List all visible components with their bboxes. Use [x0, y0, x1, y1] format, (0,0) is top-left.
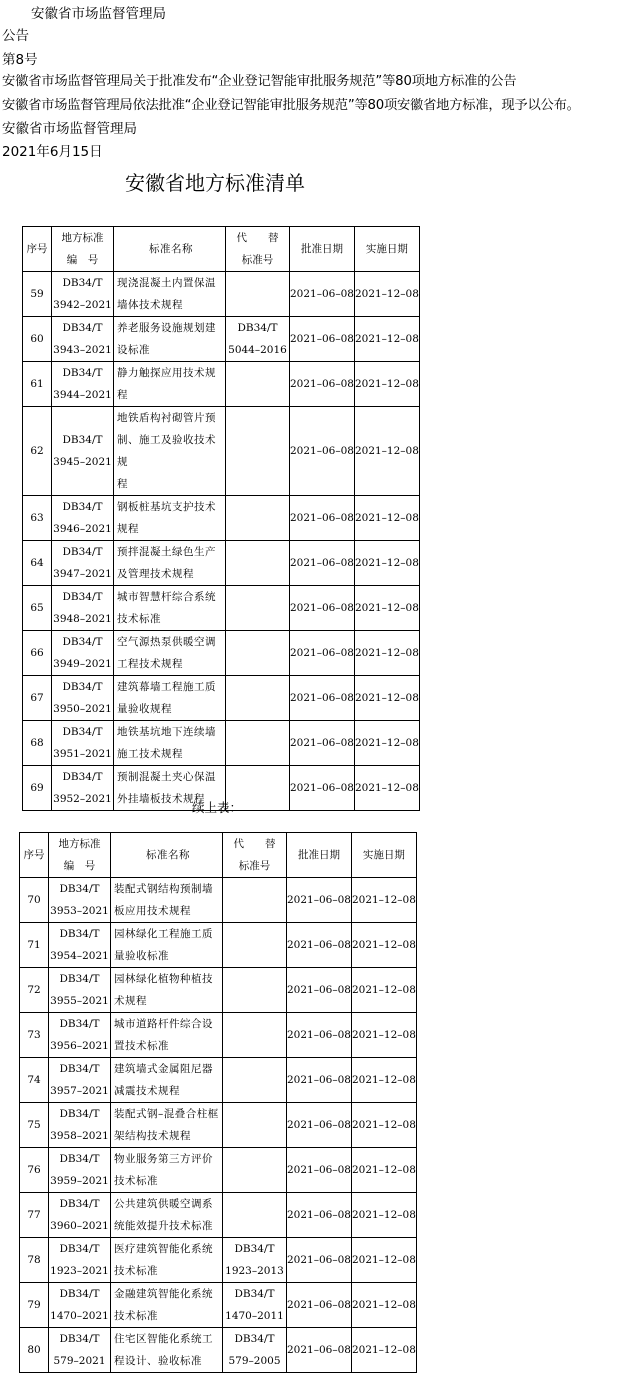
- seq-cell: 64: [23, 541, 52, 586]
- header-row: [23, 227, 420, 272]
- approve-date-cell: 2021–06–08: [290, 631, 355, 676]
- replaced-code-cell: [223, 878, 287, 923]
- standard-code-cell: DB34/T 3957–2021: [49, 1058, 111, 1103]
- approve-date-cell: 2021–06–08: [290, 362, 355, 407]
- standard-name-cell: 装配式钢结构预制墙 板应用技术规程: [111, 878, 223, 923]
- standard-name-cell: 养老服务设施规划建 设标准: [114, 317, 226, 362]
- seq-cell: 69: [23, 766, 52, 811]
- replaced-code-cell: [226, 407, 290, 496]
- approve-date-cell: 2021–06–08: [287, 1238, 352, 1283]
- col-header-code: 地方标准 编 号: [52, 227, 114, 272]
- table-row: [20, 1148, 417, 1193]
- seq-cell: 77: [20, 1193, 49, 1238]
- seq-cell: 80: [20, 1328, 49, 1373]
- standard-code-cell: DB34/T 3944–2021: [52, 362, 114, 407]
- standard-code-cell: DB34/T 3951–2021: [52, 721, 114, 766]
- standard-name-cell: 建筑幕墙工程施工质 量验收规程: [114, 676, 226, 721]
- approve-date-cell: 2021–06–08: [287, 878, 352, 923]
- seq-cell: 60: [23, 317, 52, 362]
- implement-date-cell: 2021–12–08: [354, 496, 419, 541]
- standard-name-cell: 空气源热泵供暖空调 工程技术规程: [114, 631, 226, 676]
- seq-cell: 75: [20, 1103, 49, 1148]
- approve-date-cell: 2021–06–08: [290, 766, 355, 811]
- standard-code-cell: DB34/T 3949–2021: [52, 631, 114, 676]
- approve-date-cell: 2021–06–08: [287, 1283, 352, 1328]
- table-row: [23, 676, 420, 721]
- table-body: [23, 227, 420, 811]
- seq-cell: 74: [20, 1058, 49, 1103]
- standard-name-cell: 预拌混凝土绿色生产 及管理技术规程: [114, 541, 226, 586]
- approve-date-cell: 2021–06–08: [287, 1193, 352, 1238]
- replaced-code-cell: [226, 676, 290, 721]
- signature: 安徽省市场监督管理局: [2, 121, 137, 137]
- standard-name-cell: 医疗建筑智能化系统 技术标准: [111, 1238, 223, 1283]
- col-header-implement: 实施日期: [354, 227, 419, 272]
- replaced-code-cell: DB34/T 1470–2011: [223, 1283, 287, 1328]
- replaced-code-cell: [223, 1013, 287, 1058]
- approve-date-cell: 2021–06–08: [287, 923, 352, 968]
- implement-date-cell: 2021–12–08: [354, 631, 419, 676]
- col-header-code: 地方标准 编 号: [49, 833, 111, 878]
- table-row: [20, 1058, 417, 1103]
- replaced-code-cell: [223, 1103, 287, 1148]
- implement-date-cell: 2021–12–08: [351, 1013, 416, 1058]
- approve-date-cell: 2021–06–08: [287, 968, 352, 1013]
- replaced-code-cell: DB34/T 1923–2013: [223, 1238, 287, 1283]
- col-header-approve: 批准日期: [290, 227, 355, 272]
- agency-header: 安徽省市场监督管理局: [31, 6, 166, 22]
- table-row: [20, 1193, 417, 1238]
- implement-date-cell: 2021–12–08: [354, 721, 419, 766]
- table-row: [20, 1103, 417, 1148]
- approve-date-cell: 2021–06–08: [287, 1103, 352, 1148]
- list-title: 安徽省地方标准清单: [125, 171, 305, 195]
- table-row: [23, 541, 420, 586]
- standard-code-cell: DB34/T 1470–2021: [49, 1283, 111, 1328]
- implement-date-cell: 2021–12–08: [351, 1238, 416, 1283]
- table-row: [20, 968, 417, 1013]
- table-row: [23, 272, 420, 317]
- standard-code-cell: DB34/T 3953–2021: [49, 878, 111, 923]
- seq-cell: 72: [20, 968, 49, 1013]
- col-header-replaced: 代 替 标准号: [223, 833, 287, 878]
- standard-code-cell: DB34/T 3948–2021: [52, 586, 114, 631]
- replaced-code-cell: [226, 272, 290, 317]
- implement-date-cell: 2021–12–08: [354, 317, 419, 362]
- implement-date-cell: 2021–12–08: [351, 1058, 416, 1103]
- approve-date-cell: 2021–06–08: [287, 1013, 352, 1058]
- standard-code-cell: DB34/T 3954–2021: [49, 923, 111, 968]
- header-row: [20, 833, 417, 878]
- standard-name-cell: 地铁基坑地下连续墙 施工技术规程: [114, 721, 226, 766]
- standard-name-cell: 地铁盾构衬砌管片预 制、施工及验收技术规 程: [114, 407, 226, 496]
- table-row: [20, 878, 417, 923]
- seq-cell: 79: [20, 1283, 49, 1328]
- standard-code-cell: DB34/T 3952–2021: [52, 766, 114, 811]
- implement-date-cell: 2021–12–08: [351, 1283, 416, 1328]
- implement-date-cell: 2021–12–08: [351, 968, 416, 1013]
- seq-cell: 71: [20, 923, 49, 968]
- implement-date-cell: 2021–12–08: [351, 878, 416, 923]
- standard-code-cell: DB34/T 3959–2021: [49, 1148, 111, 1193]
- col-header-name: 标准名称: [111, 833, 223, 878]
- standard-name-cell: 静力触探应用技术规 程: [114, 362, 226, 407]
- replaced-code-cell: [226, 496, 290, 541]
- approve-date-cell: 2021–06–08: [290, 541, 355, 586]
- table-row: [20, 923, 417, 968]
- implement-date-cell: 2021–12–08: [351, 1103, 416, 1148]
- replaced-code-cell: [223, 1193, 287, 1238]
- continued-label: 续上表：: [192, 800, 243, 815]
- standard-code-cell: DB34/T 579–2021: [49, 1328, 111, 1373]
- seq-cell: 59: [23, 272, 52, 317]
- approve-date-cell: 2021–06–08: [290, 272, 355, 317]
- standards-table-2: [19, 832, 417, 1373]
- standard-code-cell: DB34/T 3942–2021: [52, 272, 114, 317]
- standard-name-cell: 物业服务第三方评价 技术标准: [111, 1148, 223, 1193]
- standard-code-cell: DB34/T 3958–2021: [49, 1103, 111, 1148]
- seq-cell: 73: [20, 1013, 49, 1058]
- replaced-code-cell: [223, 1148, 287, 1193]
- implement-date-cell: 2021–12–08: [351, 1193, 416, 1238]
- col-header-seq: 序号: [23, 227, 52, 272]
- approve-date-cell: 2021–06–08: [287, 1328, 352, 1373]
- approve-date-cell: 2021–06–08: [290, 407, 355, 496]
- standard-code-cell: DB34/T 3955–2021: [49, 968, 111, 1013]
- seq-cell: 76: [20, 1148, 49, 1193]
- standard-name-cell: 城市智慧杆综合系统 技术标准: [114, 586, 226, 631]
- table-row: [23, 631, 420, 676]
- standard-name-cell: 金融建筑智能化系统 技术标准: [111, 1283, 223, 1328]
- seq-cell: 70: [20, 878, 49, 923]
- replaced-code-cell: [226, 362, 290, 407]
- table-row: [20, 1283, 417, 1328]
- standard-name-cell: 公共建筑供暖空调系 统能效提升技术标准: [111, 1193, 223, 1238]
- col-header-seq: 序号: [20, 833, 49, 878]
- standard-code-cell: DB34/T 3947–2021: [52, 541, 114, 586]
- col-header-replaced: 代 替 标准号: [226, 227, 290, 272]
- replaced-code-cell: [226, 631, 290, 676]
- seq-cell: 61: [23, 362, 52, 407]
- table-row: [23, 407, 420, 496]
- approve-date-cell: 2021–06–08: [290, 317, 355, 362]
- table-row: [23, 362, 420, 407]
- implement-date-cell: 2021–12–08: [354, 362, 419, 407]
- replaced-code-cell: DB34/T 5044–2016: [226, 317, 290, 362]
- approve-date-cell: 2021–06–08: [290, 676, 355, 721]
- standard-name-cell: 城市道路杆件综合设 置技术标准: [111, 1013, 223, 1058]
- standard-name-cell: 园林绿化工程施工质 量验收标准: [111, 923, 223, 968]
- standard-code-cell: DB34/T 3950–2021: [52, 676, 114, 721]
- notice-title: 安徽省市场监督管理局关于批准发布“企业登记智能审批服务规范”等80项地方标准的公告: [2, 74, 517, 89]
- table-row: [23, 586, 420, 631]
- table-body: [20, 833, 417, 1373]
- replaced-code-cell: [226, 721, 290, 766]
- col-header-approve: 批准日期: [287, 833, 352, 878]
- notice-body: 安徽省市场监督管理局依法批准“企业登记智能审批服务规范”等80项安徽省地方标准，现予以公布。: [2, 98, 580, 113]
- table-row: [23, 317, 420, 362]
- table-row: [20, 1328, 417, 1373]
- implement-date-cell: 2021–12–08: [351, 923, 416, 968]
- standard-name-cell: 住宅区智能化系统工 程设计、验收标准: [111, 1328, 223, 1373]
- col-header-name: 标准名称: [114, 227, 226, 272]
- replaced-code-cell: DB34/T 579–2005: [223, 1328, 287, 1373]
- seq-cell: 68: [23, 721, 52, 766]
- notice-number: 第8号: [2, 52, 38, 68]
- table-row: [20, 1238, 417, 1283]
- approve-date-cell: 2021–06–08: [287, 1148, 352, 1193]
- standard-name-cell: 预制混凝土夹心保温 外挂墙板技术规程: [114, 766, 226, 811]
- implement-date-cell: 2021–12–08: [351, 1148, 416, 1193]
- standard-name-cell: 钢板桩基坑支护技术 规程: [114, 496, 226, 541]
- approve-date-cell: 2021–06–08: [290, 586, 355, 631]
- standard-code-cell: DB34/T 3956–2021: [49, 1013, 111, 1058]
- implement-date-cell: 2021–12–08: [354, 541, 419, 586]
- implement-date-cell: 2021–12–08: [354, 586, 419, 631]
- table-row: [20, 1013, 417, 1058]
- replaced-code-cell: [223, 1058, 287, 1103]
- implement-date-cell: 2021–12–08: [351, 1328, 416, 1373]
- replaced-code-cell: [226, 586, 290, 631]
- standard-name-cell: 建筑墙式金属阻尼器 减震技术规程: [111, 1058, 223, 1103]
- approve-date-cell: 2021–06–08: [290, 496, 355, 541]
- seq-cell: 66: [23, 631, 52, 676]
- implement-date-cell: 2021–12–08: [354, 407, 419, 496]
- approve-date-cell: 2021–06–08: [290, 721, 355, 766]
- seq-cell: 65: [23, 586, 52, 631]
- implement-date-cell: 2021–12–08: [354, 676, 419, 721]
- standard-code-cell: DB34/T 3960–2021: [49, 1193, 111, 1238]
- table-row: [23, 496, 420, 541]
- standard-name-cell: 装配式钢–混叠合柱框 架结构技术规程: [111, 1103, 223, 1148]
- seq-cell: 67: [23, 676, 52, 721]
- replaced-code-cell: [223, 923, 287, 968]
- approve-date-cell: 2021–06–08: [287, 1058, 352, 1103]
- col-header-implement: 实施日期: [351, 833, 416, 878]
- implement-date-cell: 2021–12–08: [354, 272, 419, 317]
- standards-table-1: [22, 226, 420, 811]
- notice-date: 2021年6月15日: [2, 144, 103, 160]
- standard-name-cell: 现浇混凝土内置保温 墙体技术规程: [114, 272, 226, 317]
- standard-name-cell: 园林绿化植物种植技 术规程: [111, 968, 223, 1013]
- seq-cell: 78: [20, 1238, 49, 1283]
- seq-cell: 63: [23, 496, 52, 541]
- implement-date-cell: 2021–12–08: [354, 766, 419, 811]
- table-row: [23, 721, 420, 766]
- standard-code-cell: DB34/T 3943–2021: [52, 317, 114, 362]
- replaced-code-cell: [226, 541, 290, 586]
- seq-cell: 62: [23, 407, 52, 496]
- standard-code-cell: DB34/T 1923–2021: [49, 1238, 111, 1283]
- standard-code-cell: DB34/T 3946–2021: [52, 496, 114, 541]
- standard-code-cell: DB34/T 3945–2021: [52, 407, 114, 496]
- notice-type: 公告: [2, 28, 29, 44]
- replaced-code-cell: [223, 968, 287, 1013]
